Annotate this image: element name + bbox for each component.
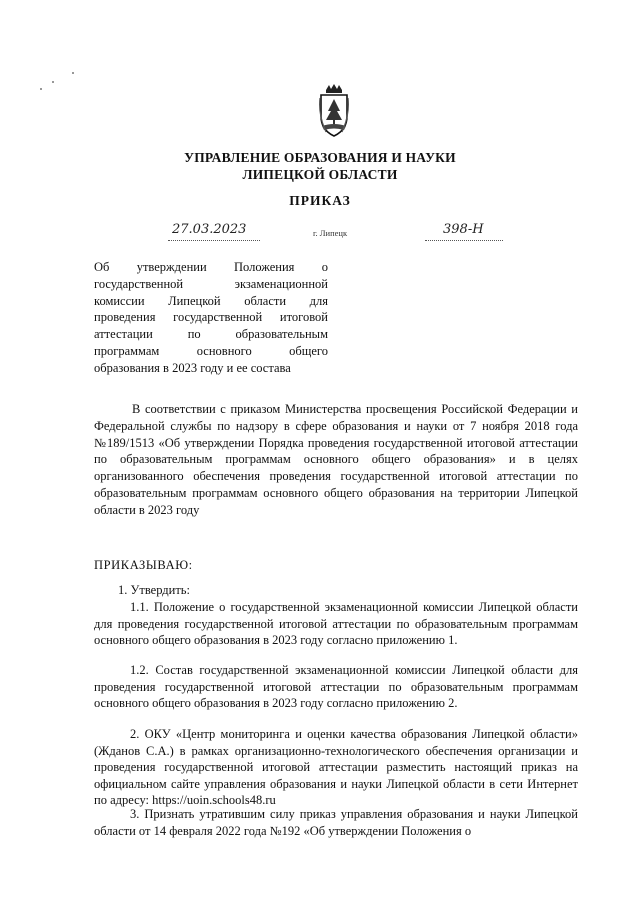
organization-name-line2: ЛИПЕЦКОЙ ОБЛАСТИ (242, 167, 398, 182)
lipetsk-coat-of-arms-icon (318, 84, 350, 138)
scan-speck (52, 81, 54, 83)
paragraph-3: 3. Признать утратившим силу приказ управления образования и науки Липецкой области от 14 февраля 2022 года №192 «Об утверждении Положения о (94, 807, 578, 838)
paragraph-1-1: 1.1. Положение о государственной экзаменационной комиссии Липецкой области для проведения государственной итоговой аттестации по образовательным программам основного общего образования в 2023 году согласно приложению 1. (94, 600, 578, 648)
city-label: г. Липецк (313, 228, 348, 238)
paragraph-1: 1. Утвердить: (118, 583, 190, 597)
paragraph-2: 2. ОКУ «Центр мониторинга и оценки качества образования Липецкой области» (Жданов С.А.) в рамках организационно-технологического обеспечения организации и проведения государственной итоговой аттестации разместить настоящий приказ на официальном сайте управления образования и науки Липецкой области в сети Интернет по адресу: https://uoin.schools48.ru (94, 727, 578, 808)
order-subject: Об утверждении Положения о государственной экзаменационной комиссии Липецкой области для проведения государственной итоговой аттестации по образовательным программам основного общего образования в 2023 году и ее состава (94, 260, 328, 375)
document-type-title: ПРИКАЗ (289, 193, 351, 208)
scan-speck (40, 88, 42, 90)
date-field (168, 222, 260, 241)
scan-speck (72, 72, 74, 74)
preamble-paragraph: В соответствии с приказом Министерства просвещения Российской Федерации и Федеральной службы по надзору в сфере образования и науки от 7 ноября 2018 года №189/1513 «Об утверждении Порядка проведения государственной итоговой аттестации по образовательным программам основного общего образования» и в целях организованного обеспечения проведения государственной итоговой аттестации по образовательным программам основного общего образования на территории Липецкой области в 2023 году (94, 402, 578, 517)
order-number-field (425, 222, 503, 241)
organization-name-line1: УПРАВЛЕНИЕ ОБРАЗОВАНИЯ И НАУКИ (184, 150, 456, 165)
handwritten-date: 27.03.2023 (172, 222, 247, 237)
decree-word: ПРИКАЗЫВАЮ: (94, 558, 193, 572)
paragraph-1-2: 1.2. Состав государственной экзаменационной комиссии Липецкой области для проведения государственной итоговой аттестации по образовательным программам основного общего образования в 2023 году согласно приложению 2. (94, 663, 578, 711)
handwritten-order-number: 398-Н (443, 222, 484, 237)
